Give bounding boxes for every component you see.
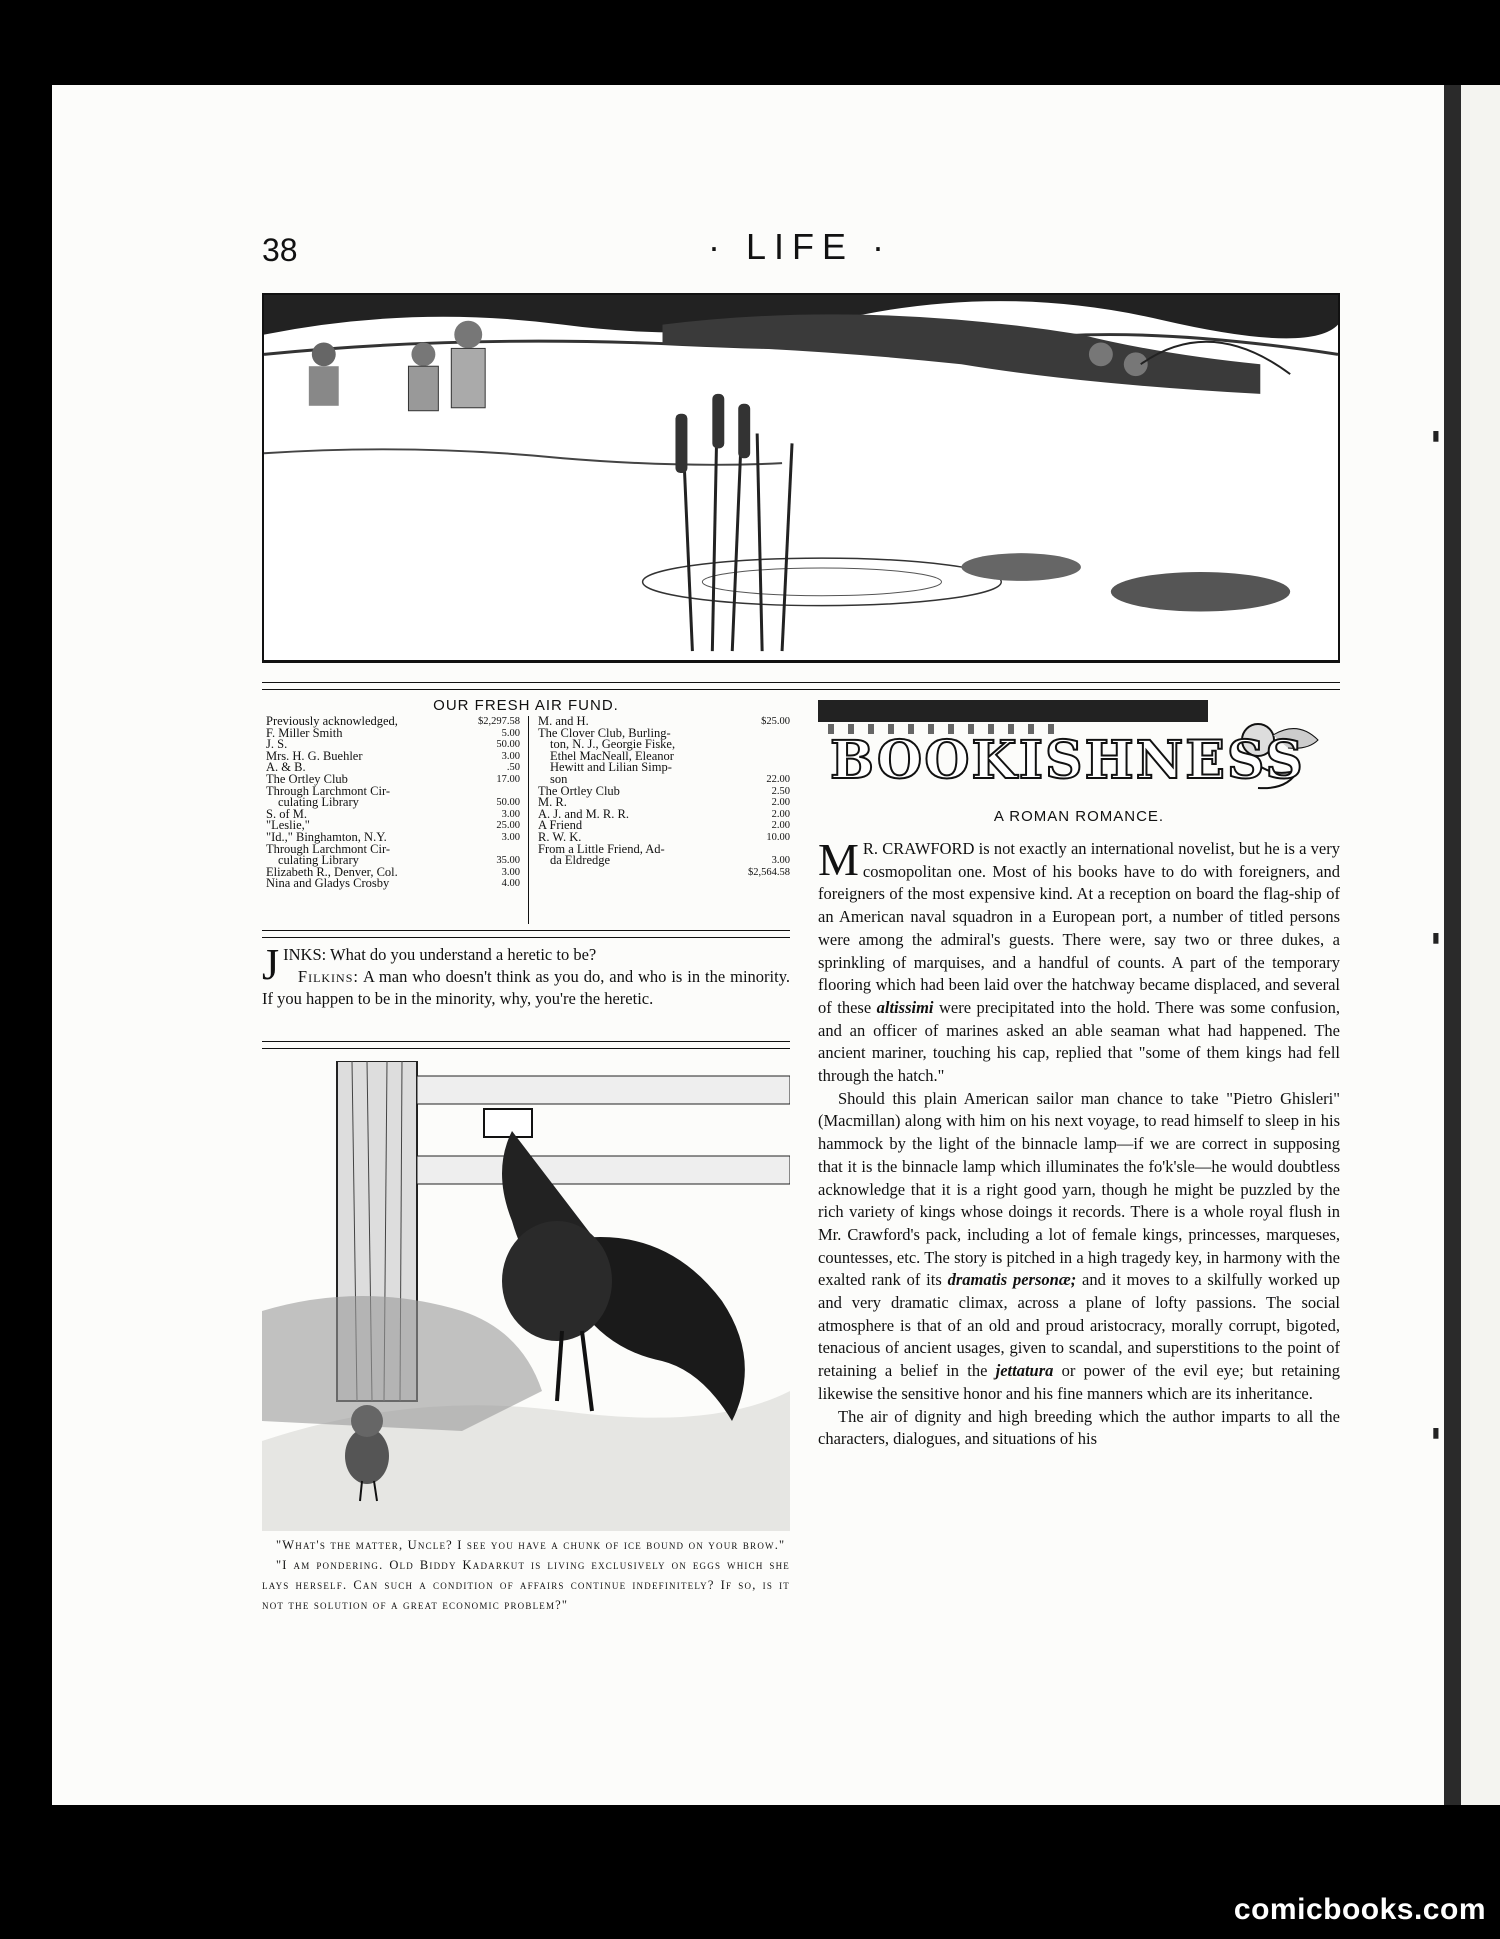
donation-amount: $2,564.58 (748, 866, 790, 878)
donation-amount: 22.00 (766, 773, 790, 785)
donor-name: The Clover Club, Burling- (538, 725, 671, 740)
donor-name: son (550, 771, 568, 786)
donor-name: Elizabeth R., Denver, Col. (266, 864, 398, 879)
donor-name: Through Larchmont Cir- (266, 841, 391, 856)
site-watermark: comicbooks.com (1233, 1893, 1486, 1926)
page-number: 38 (262, 232, 298, 268)
donation-amount: .50 (506, 762, 520, 774)
donor-name: R. W. K. (538, 829, 582, 844)
donor-name: A Friend (538, 818, 583, 833)
margin-mark: ▮ (1432, 931, 1440, 946)
article-title: A ROMAN ROMANCE. (993, 808, 1165, 825)
next-page-edge (1461, 85, 1500, 1805)
donor-name: "Id.," Binghamton, N.Y. (266, 829, 387, 844)
donation-amount: 2.00 (771, 808, 790, 820)
donor-name: Hewitt and Lilian Simp- (550, 760, 672, 775)
donor-name: From a Little Friend, Ad- (538, 841, 665, 856)
speaker-filkins: Filkins: (297, 967, 359, 986)
donation-amount: 50.00 (496, 739, 520, 751)
article-paragraph: M R. CRAWFORD is not exactly an international novelist, but he is a very cosmopolitan one. Most of his books have to do with foreigners, and foreigners of the most expensive kind. At a reception on board the flag-ship of an American naval squadron in a European port, a number of titled persons were among the admiral's guests. There were, say two or three dukes, a sprinkling of marquises, and a handful of counts. A part of the temporary flooring which had been laid over the hatchway became displaced, and several of these altissimi were precipitated into the hold. There was some confusion, and an officer of marines asked an able seaman what had happened. The ancient mariner, touching his cap, replied that "some of them kings had fell through the hatch." (818, 834, 1340, 1086)
donor-name: J. S. (266, 737, 288, 752)
bookishness-banner (818, 700, 1338, 792)
caption-answer: "I am pondering. Old Biddy Kadarkut is living exclusively on eggs which she lays herself. Can such a condition of affairs continue indefinitely? If so, is it not the solution of a great economic problem?" (262, 1558, 790, 1612)
donation-amount: 3.00 (771, 855, 790, 867)
fund-column-divider (528, 716, 529, 924)
donor-name: "Leslie," (266, 818, 310, 833)
donation-amount: 2.50 (771, 785, 790, 797)
donor-name: M. R. (538, 795, 567, 810)
donor-name: Through Larchmont Cir- (266, 783, 391, 798)
fund-entry (266, 878, 520, 890)
donation-amount: 3.00 (501, 750, 520, 762)
section-rule (262, 1041, 790, 1049)
donor-name: A. & B. (266, 760, 306, 775)
speaker-jinks: INKS: (283, 945, 327, 964)
section-rule (262, 930, 790, 938)
rooster-chick-illustration (262, 1061, 790, 1531)
donor-name: ton, N. J., Georgie Fiske, (550, 737, 676, 752)
donation-amount: 2.00 (771, 797, 790, 809)
margin-mark: ▮ (1432, 1426, 1440, 1441)
donation-amount: 3.00 (501, 808, 520, 820)
fund-left-column (266, 716, 520, 890)
fund-right-column (538, 716, 790, 878)
drop-cap: M (818, 834, 859, 885)
article-paragraph: Should this plain American sailor man chance to take "Pietro Ghisleri" (Macmillan) along with him on his next voyage, to read himself to sleep in his hammock by the light of the binnacle lamp—if we are correct in supposing that it is the binnacle lamp which illuminates the fo'k'sle—he would doubtless acknowledge that it is a right good yarn, though he might be puzzled by the rich variety of kings whose doings it records. There is a whole royal flush in Mr. Crawford's pack, including a lot of female kings, princesses, marqueses, countesses, etc. The story is pitched in a high tragedy key, in harmony with the exalted rank of its dramatis personæ; and it moves to a skilfully worked up and very dramatic climax, across a plane of lofty passions. The social atmosphere is that of an old and proud aristocracy, morally corrupt, bigoted, tenacious of ancient usages, given to scandal, and superstitions to the point of retaining a belief in the jettatura or power of the evil eye; but retaining likewise the sensitive honor and his fine manners which are its inheritance. (818, 1088, 1340, 1403)
caption-question: "What's the matter, Uncle? I see you have a chunk of ice bound on your brow." (276, 1538, 786, 1552)
page-spine (1444, 85, 1461, 1805)
donor-name: culating Library (278, 853, 359, 868)
illustration-caption (262, 1535, 790, 1615)
donation-amount: 3.00 (501, 866, 520, 878)
article-paragraph: The air of dignity and high breeding which the author imparts to all the characters, dialogues, and situations of his (818, 1406, 1340, 1449)
banner-lettering: BOOKISHNESS (830, 730, 1305, 791)
donation-amount: 50.00 (496, 797, 520, 809)
donation-amount: 2.00 (771, 820, 790, 832)
donor-name: A. J. and M. R. R. (538, 806, 629, 821)
fund-entry (538, 783, 790, 798)
donation-amount: 25.00 (496, 820, 520, 832)
fishing-children-illustration (262, 293, 1340, 663)
jinks-line: What do you understand a heretic to be? (326, 945, 597, 964)
donor-name: Nina and Gladys Crosby (266, 876, 390, 891)
donation-amount: 10.00 (766, 831, 790, 843)
fund-entry (538, 867, 790, 879)
section-rule (262, 682, 1340, 690)
donor-name: culating Library (278, 795, 359, 810)
fund-title: OUR FRESH AIR FUND. (433, 697, 619, 714)
donation-amount: 17.00 (496, 773, 520, 785)
drop-cap: J (262, 940, 280, 989)
margin-mark: ▮ (1432, 429, 1440, 444)
donor-name: The Ortley Club (538, 783, 620, 798)
donor-name: da Eldredge (550, 853, 611, 868)
donation-amount: 35.00 (496, 855, 520, 867)
donation-amount: $2,297.58 (478, 716, 520, 727)
jinks-dialogue (262, 940, 790, 1010)
fund-entry (538, 762, 790, 774)
fund-entry (266, 725, 520, 740)
donor-name: Ethel MacNeall, Eleanor (550, 748, 674, 763)
donor-name: The Ortley Club (266, 771, 348, 786)
magazine-title: · LIFE · (707, 226, 892, 267)
donation-amount: 4.00 (501, 878, 520, 890)
donor-name: S. of M. (266, 806, 307, 821)
donor-name: Mrs. H. G. Buehler (266, 748, 363, 763)
donor-name: M. and H. (538, 714, 589, 728)
filkins-line: A man who doesn't think as you do, and who is in the minority. If you happen to be in the minority, why, you're the heretic. (262, 967, 790, 1008)
article-body (818, 834, 1340, 1451)
donor-name: Previously acknowledged, (266, 714, 398, 728)
donation-amount: $25.00 (761, 716, 790, 727)
donation-amount: 5.00 (501, 727, 520, 739)
donor-name: F. Miller Smith (266, 725, 343, 740)
donation-amount: 3.00 (501, 831, 520, 843)
fund-entry (538, 855, 790, 867)
